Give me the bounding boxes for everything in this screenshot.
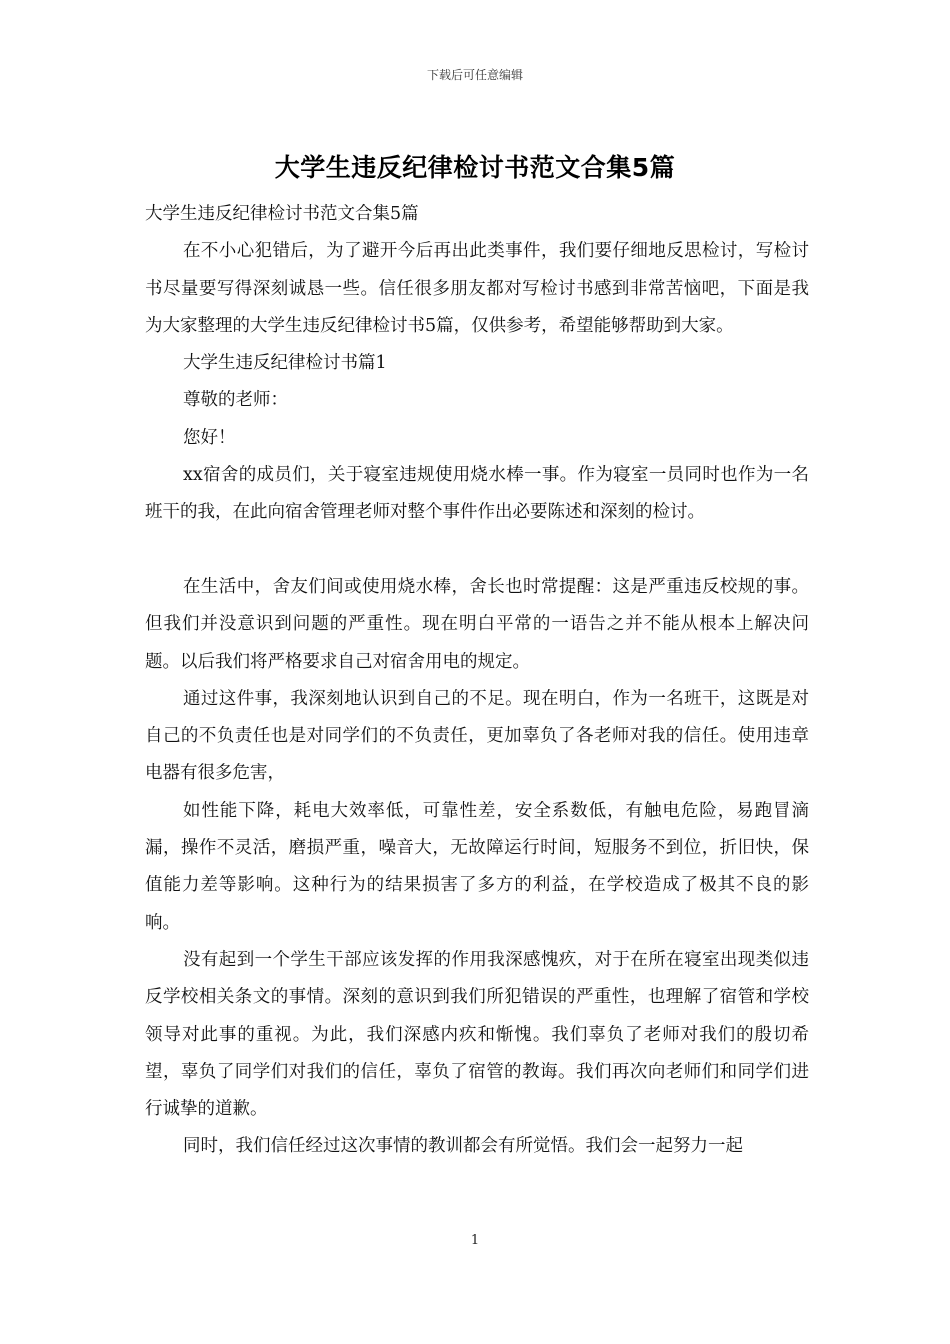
section-heading-1: 大学生违反纪律检讨书篇1 bbox=[183, 353, 387, 374]
body-paragraph: 没有起到一个学生干部应该发挥的作用我深感愧疚，对于在所在寝室出现类似违反学校相关条文的事情。深刻的意识到我们所犯错误的严重性，也理解了宿管和学校领导对此事的重视。为此，我们深感内疚和惭愧。我们辜负了老师对我们的殷切希望，辜负了同学们对我们的信任，辜负了宿管的教诲。我们再次向老师们和同学们进行诚挚的道歉。 bbox=[145, 949, 809, 1120]
subtitle-line: 大学生违反纪律检讨书范文合集5篇 bbox=[145, 204, 419, 224]
greeting: 您好！ bbox=[183, 427, 236, 448]
document-title: 大学生违反纪律检讨书范文合集5篇 bbox=[274, 153, 676, 182]
body-paragraph: xx宿舍的成员们，关于寝室违规使用烧水棒一事。作为寝室一员同时也作为一名班干的我，在此向宿舍管理老师对整个事件作出必要陈述和深刻的检讨。 bbox=[145, 465, 809, 523]
body-paragraph: 如性能下降，耗电大效率低，可靠性差，安全系数低，有触电危险，易跑冒滴漏，操作不灵活，磨损严重，噪音大，无故障运行时间，短服务不到位，折旧快，保值能力差等影响。这种行为的结果损害了多方的利益，在学校造成了极其不良的影响。 bbox=[145, 800, 809, 933]
page-header-note: 下载后可任意编辑 bbox=[426, 68, 523, 82]
page-number: 1 bbox=[470, 1233, 480, 1248]
body-paragraph: 同时，我们信任经过这次事情的教训都会有所觉悟。我们会一起努力一起 bbox=[183, 1136, 743, 1157]
document-body bbox=[145, 196, 809, 1166]
body-paragraph: 在生活中，舍友们间或使用烧水棒，舍长也时常提醒：这是严重违反校规的事。但我们并没意识到问题的严重性。现在明白平常的一语告之并不能从根本上解决问题。以后我们将严格要求自己对宿舍用电的规定。 bbox=[145, 576, 809, 672]
blank-line bbox=[145, 532, 809, 569]
salutation: 尊敬的老师： bbox=[183, 390, 288, 411]
body-paragraph: 通过这件事，我深刻地认识到自己的不足。现在明白，作为一名班干，这既是对自己的不负责任也是对同学们的不负责任，更加辜负了各老师对我的信任。使用违章电器有很多危害， bbox=[145, 688, 809, 784]
intro-paragraph: 在不小心犯错后，为了避开今后再出此类事件，我们要仔细地反思检讨，写检讨书尽量要写得深刻诚恳一些。信任很多朋友都对写检讨书感到非常苦恼吧，下面是我为大家整理的大学生违反纪律检讨书5篇，仅供参考，希望能够帮助到大家。 bbox=[145, 241, 809, 336]
